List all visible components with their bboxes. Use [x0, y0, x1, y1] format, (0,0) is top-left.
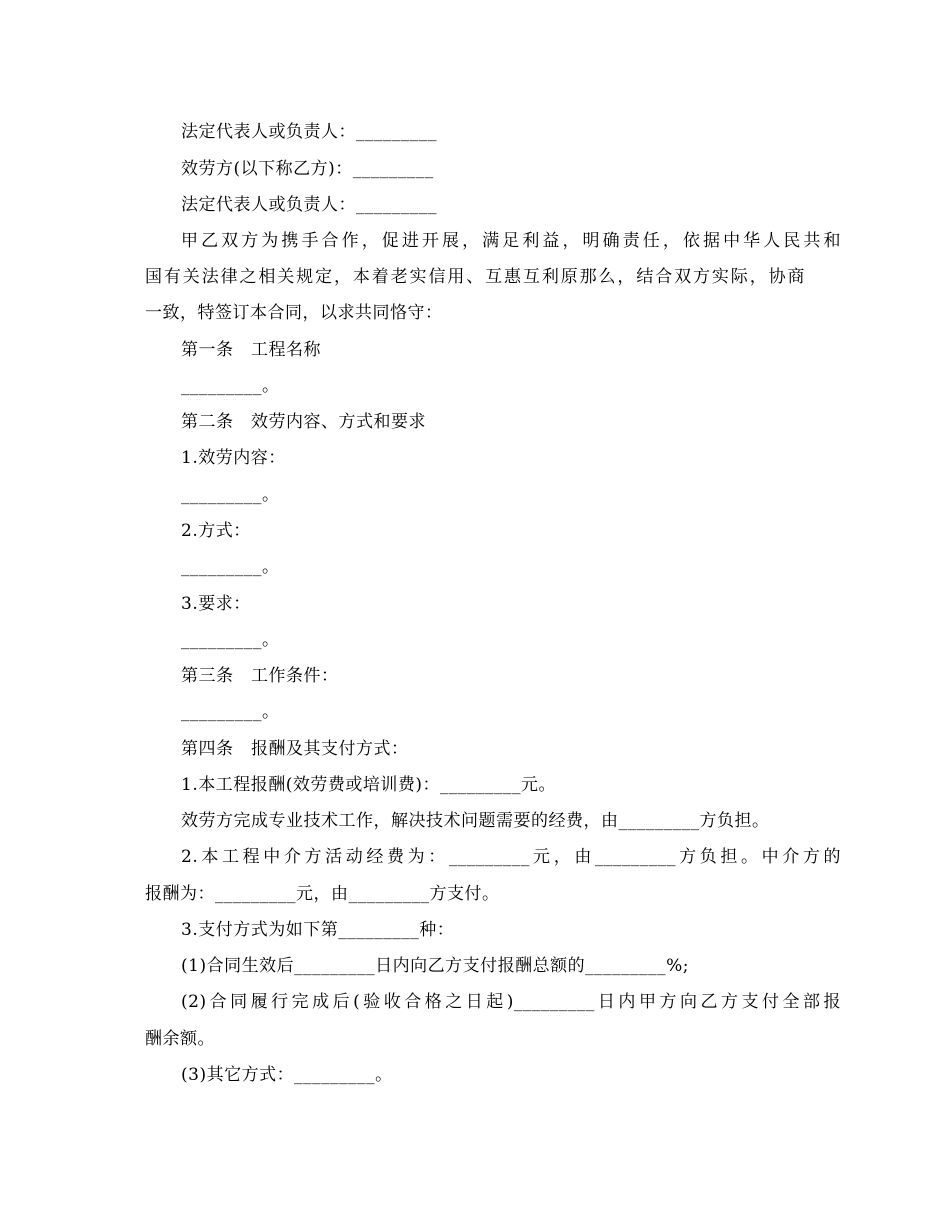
article-1-heading: 第一条 工程名称 [181, 340, 321, 360]
article-3-heading: 第三条 工作条件： [181, 666, 339, 686]
payment-option-2-line-1: (2)合同履行完成后(验收合格之日起)_________日内甲方向乙方支付全部报 [181, 992, 841, 1012]
method-label: 2.方式： [181, 521, 251, 541]
technical-expense-line: 效劳方完成专业技术工作，解决技术问题需要的经费，由_________方负担。 [181, 811, 770, 831]
requirements-blank: _________。 [181, 630, 280, 650]
payment-option-3: (3)其它方式：_________。 [181, 1065, 393, 1085]
payment-method-line: 3.支付方式为如下第_________种： [181, 920, 455, 940]
requirements-label: 3.要求： [181, 594, 251, 614]
payment-option-1: (1)合同生效后_________日内向乙方支付报酬总额的_________%; [181, 956, 689, 976]
legal-representative-line-2: 法定代表人或负责人：_________ [181, 195, 437, 215]
service-provider-line: 效劳方(以下称乙方)：_________ [181, 159, 434, 179]
legal-representative-line-1: 法定代表人或负责人：_________ [181, 122, 437, 142]
payment-option-2-line-2: 酬余额。 [145, 1029, 215, 1049]
service-content-label: 1.效劳内容： [181, 448, 286, 468]
intermediary-remuneration-line: 报酬为：_________元，由_________方支付。 [145, 884, 500, 904]
project-name-blank: _________。 [181, 376, 280, 396]
article-2-heading: 第二条 效劳内容、方式和要求 [181, 412, 426, 432]
preamble-line-2: 国有关法律之相关规定，本着老实信用、互惠互利原那么，结合双方实际，协商 [145, 267, 805, 287]
work-conditions-blank: _________。 [181, 702, 280, 722]
preamble-line-3: 一致，特签订本合同，以求共同恪守： [145, 303, 443, 323]
article-4-heading: 第四条 报酬及其支付方式： [181, 739, 409, 759]
remuneration-line: 1.本工程报酬(效劳费或培训费)：_________元。 [181, 775, 556, 795]
intermediary-expense-line: 2.本工程中介方活动经费为：_________元，由_________方负担。中介方的 [181, 847, 841, 867]
method-blank: _________。 [181, 557, 280, 577]
preamble-line-1: 甲乙双方为携手合作，促进开展，满足利益，明确责任，依据中华人民共和 [181, 231, 841, 251]
service-content-blank: _________。 [181, 485, 280, 505]
